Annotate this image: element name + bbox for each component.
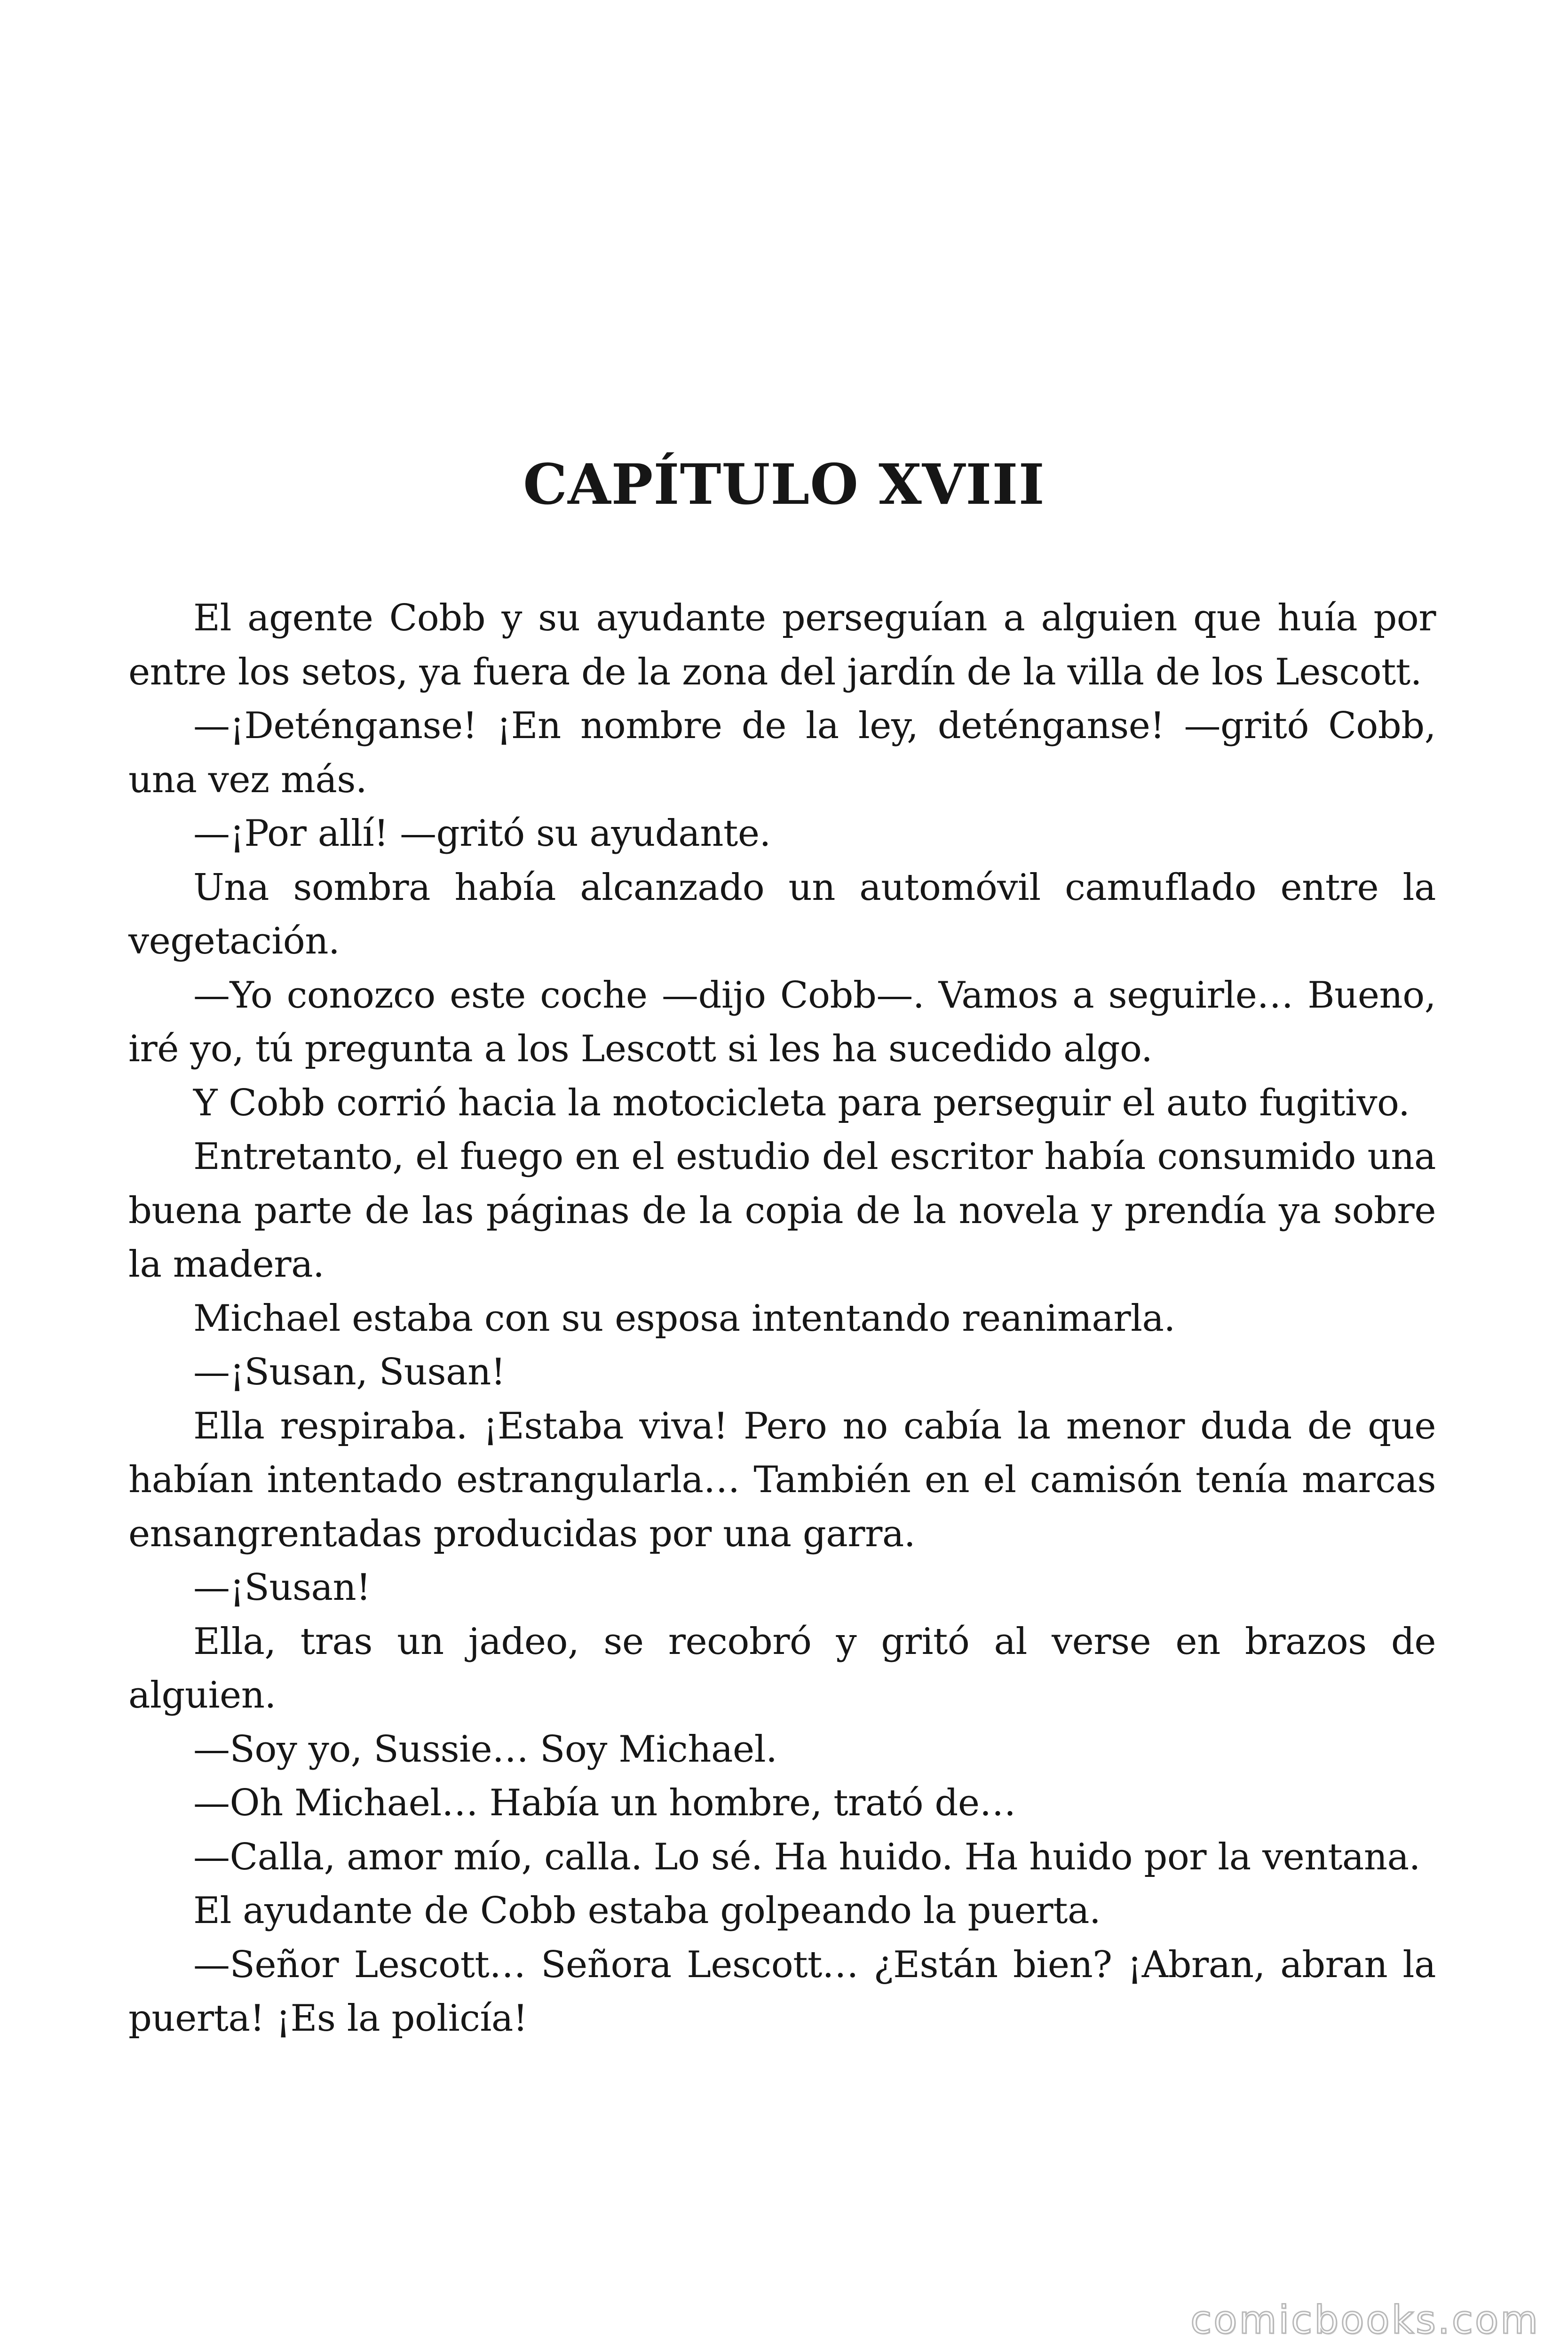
paragraph: Ella respiraba. ¡Estaba viva! Pero no cabía la menor duda de que habían intentado estrangularla… También en el camisón tenía marcas ensangrentadas producidas por una garra.	[128, 1405, 1436, 1555]
paragraph: —Soy yo, Sussie… Soy Michael.	[193, 1728, 777, 1771]
paragraph: —¡Susan!	[193, 1566, 371, 1609]
paragraph: —Yo conozco este coche —dijo Cobb—. Vamos a seguirle… Bueno, iré yo, tú pregunta a los Lescott si les ha sucedido algo.	[128, 974, 1436, 1070]
chapter-body	[128, 591, 1436, 2046]
paragraph: Y Cobb corrió hacia la motocicleta para perseguir el auto fugitivo.	[193, 1081, 1410, 1124]
paragraph: —Calla, amor mío, calla. Lo sé. Ha huido. Ha huido por la ventana.	[193, 1836, 1420, 1878]
watermark-logo: comicbooks.com	[1190, 2298, 1540, 2343]
chapter-title: CAPÍTULO XVIII	[523, 452, 1045, 517]
paragraph: Ella, tras un jadeo, se recobró y gritó al verse en brazos de alguien.	[128, 1620, 1436, 1716]
paragraph: El ayudante de Cobb estaba golpeando la puerta.	[193, 1890, 1101, 1932]
paragraph: Michael estaba con su esposa intentando reanimarla.	[193, 1297, 1175, 1340]
paragraph: —Oh Michael… Había un hombre, trató de…	[193, 1782, 1016, 1824]
paragraph: Una sombra había alcanzado un automóvil camuflado entre la vegetación.	[128, 866, 1436, 962]
paragraph: Entretanto, el fuego en el estudio del escritor había consumido una buena parte de las páginas de la copia de la novela y prendía ya sobre la madera.	[128, 1136, 1436, 1286]
paragraph: —¡Deténganse! ¡En nombre de la ley, deténganse! —gritó Cobb, una vez más.	[128, 705, 1436, 801]
paragraph: —¡Susan, Susan!	[193, 1351, 506, 1393]
paragraph: El agente Cobb y su ayudante perseguían a alguien que huía por entre los setos, ya fuera de la zona del jardín de la villa de los Lescott.	[128, 597, 1436, 693]
paragraph: —Señor Lescott… Señora Lescott… ¿Están bien? ¡Abran, abran la puerta! ¡Es la policía!	[128, 1943, 1436, 2040]
paragraph: —¡Por allí! —gritó su ayudante.	[193, 812, 771, 855]
